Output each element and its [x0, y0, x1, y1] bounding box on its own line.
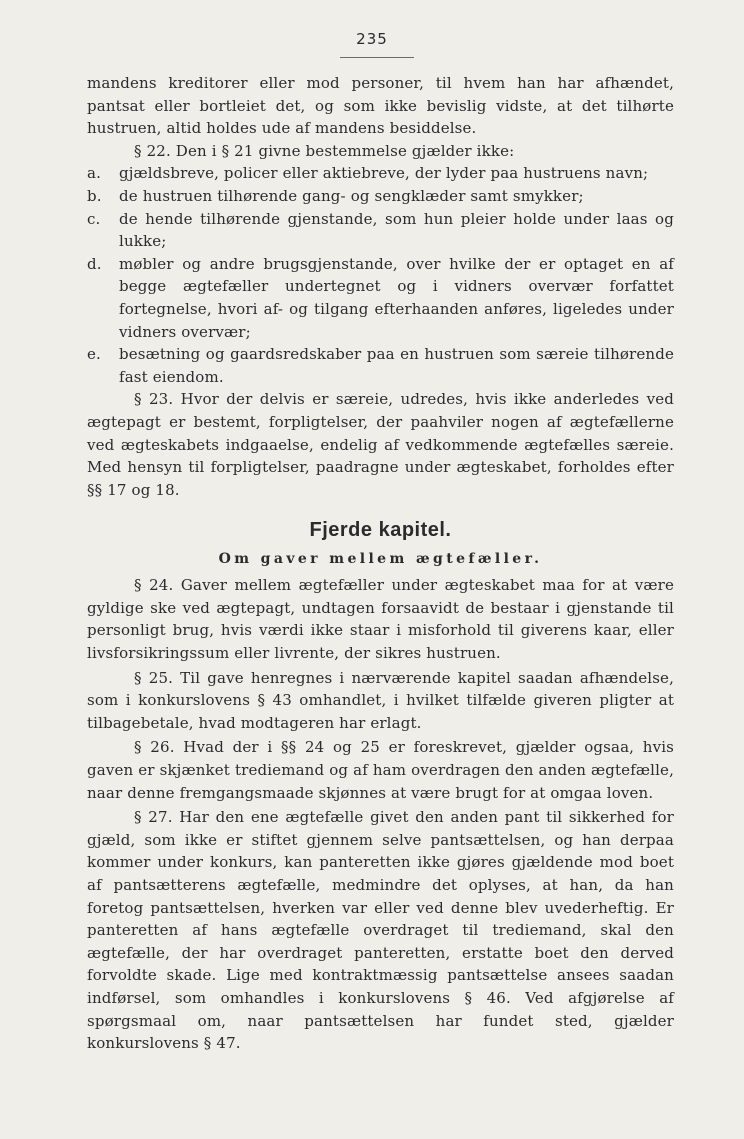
chapter-title: Fjerde kapitel. — [309, 519, 452, 542]
chapter-subtitle: Om gaver mellem ægtefæller. — [218, 551, 543, 568]
paragraph-27: § 27. Har den ene ægtefælle givet den anden pant til sikkerhed for gjæld, som ikke er stiftet gjennem selve pantsættelsen, og han derpaa kommer under konkurs, kan panteretten ikke gjøres gjældende mod boet af pantsætterens ægtefælle, medmindre det oplyses, at han, da han foretog pantsættelsen, hverken var eller ved denne blev uvederheftig. Er panteretten af hans ægtefælle overdraget til trediemand, skal den ægtefælle, der har overdraget panteretten, erstatte boet den derved forvoldte skade. Lige med kontraktmæssig pantsættelse ansees saadan indførsel, som omhandles i konkurslovens § 46. Ved afgjørelse af spørgsmaal om, naar pantsættelsen har fundet sted, gjælder konkurslovens § 47. — [87, 808, 674, 1053]
list-item-letter: c. — [87, 209, 101, 228]
body-text — [87, 72, 674, 1055]
paragraph-22: § 22. Den i § 21 givne bestemmelse gjælder ikke: — [134, 141, 515, 160]
paragraph-23: § 23. Hvor der delvis er særeie, udredes, hvis ikke anderledes ved ægtepagt er bestemt, forpligtelser, der paahviler nogen af ægtefællerne ved ægteskabets indgaaelse, endelig af vedkommende ægtefælles særeie. Med hensyn til forpligtelser, paadragne under ægteskabet, forholdes efter §§ 17 og 18. — [87, 390, 674, 499]
list-item-text: de hustruen tilhørende gang- og sengklæder samt smykker; — [119, 186, 584, 205]
paragraph-25: § 25. Til gave henregnes i nærværende kapitel saadan afhændelse, som i konkurslovens § 43 omhandlet, i hvilket tilfælde giveren pligter at tilbagebetale, hvad modtageren har erlagt. — [87, 668, 674, 732]
list-item-letter: e. — [87, 345, 101, 364]
list-item-text: møbler og andre brugsgjenstande, over hvilke der er optaget en af begge ægtefæller undertegnet og i vidners overvær forfattet fortegnelse, hvori af- og tilgang efterhaanden anføres, ligeledes under vidners overvær; — [119, 254, 674, 341]
list-item — [87, 162, 674, 185]
list-item-letter: b. — [87, 186, 102, 205]
list-item — [87, 343, 674, 388]
list-item — [87, 253, 674, 343]
paragraph-continuation: mandens kreditorer eller mod personer, til hvem han har afhændet, pantsat eller bortleiet det, og som ikke bevislig vidste, at det tilhørte hustruen, altid holdes ude af mandens besiddelse. — [87, 74, 674, 138]
list-item-text: gjældsbreve, policer eller aktiebreve, der lyder paa hustruens navn; — [119, 164, 649, 183]
header-rule — [340, 57, 414, 58]
page-number: 235 — [356, 30, 388, 48]
list-item-text: de hende tilhørende gjenstande, som hun pleier holde under laas og lukke; — [119, 209, 674, 251]
paragraph-26: § 26. Hvad der i §§ 24 og 25 er foreskrevet, gjælder ogsaa, hvis gaven er skjænket trediemand og af ham overdragen den anden ægtefælle, naar denne fremgangsmaade skjønnes at være brugt for at omgaa loven. — [87, 738, 674, 802]
list-item — [87, 185, 674, 208]
list-item-letter: a. — [87, 164, 102, 183]
list-item-letter: d. — [87, 254, 102, 273]
paragraph-24: § 24. Gaver mellem ægtefæller under ægteskabet maa for at være gyldige ske ved ægtepagt, undtagen forsaavidt de bestaar i gjenstande til personligt brug, hvis værdi ikke staar i misforhold til giverens kaar, eller livsforsikringssum eller livrente, der sikres hustruen. — [87, 576, 674, 663]
list-item — [87, 208, 674, 253]
list-item-text: besætning og gaardsredskaber paa en hustruen som særeie tilhørende fast eiendom. — [119, 345, 674, 386]
